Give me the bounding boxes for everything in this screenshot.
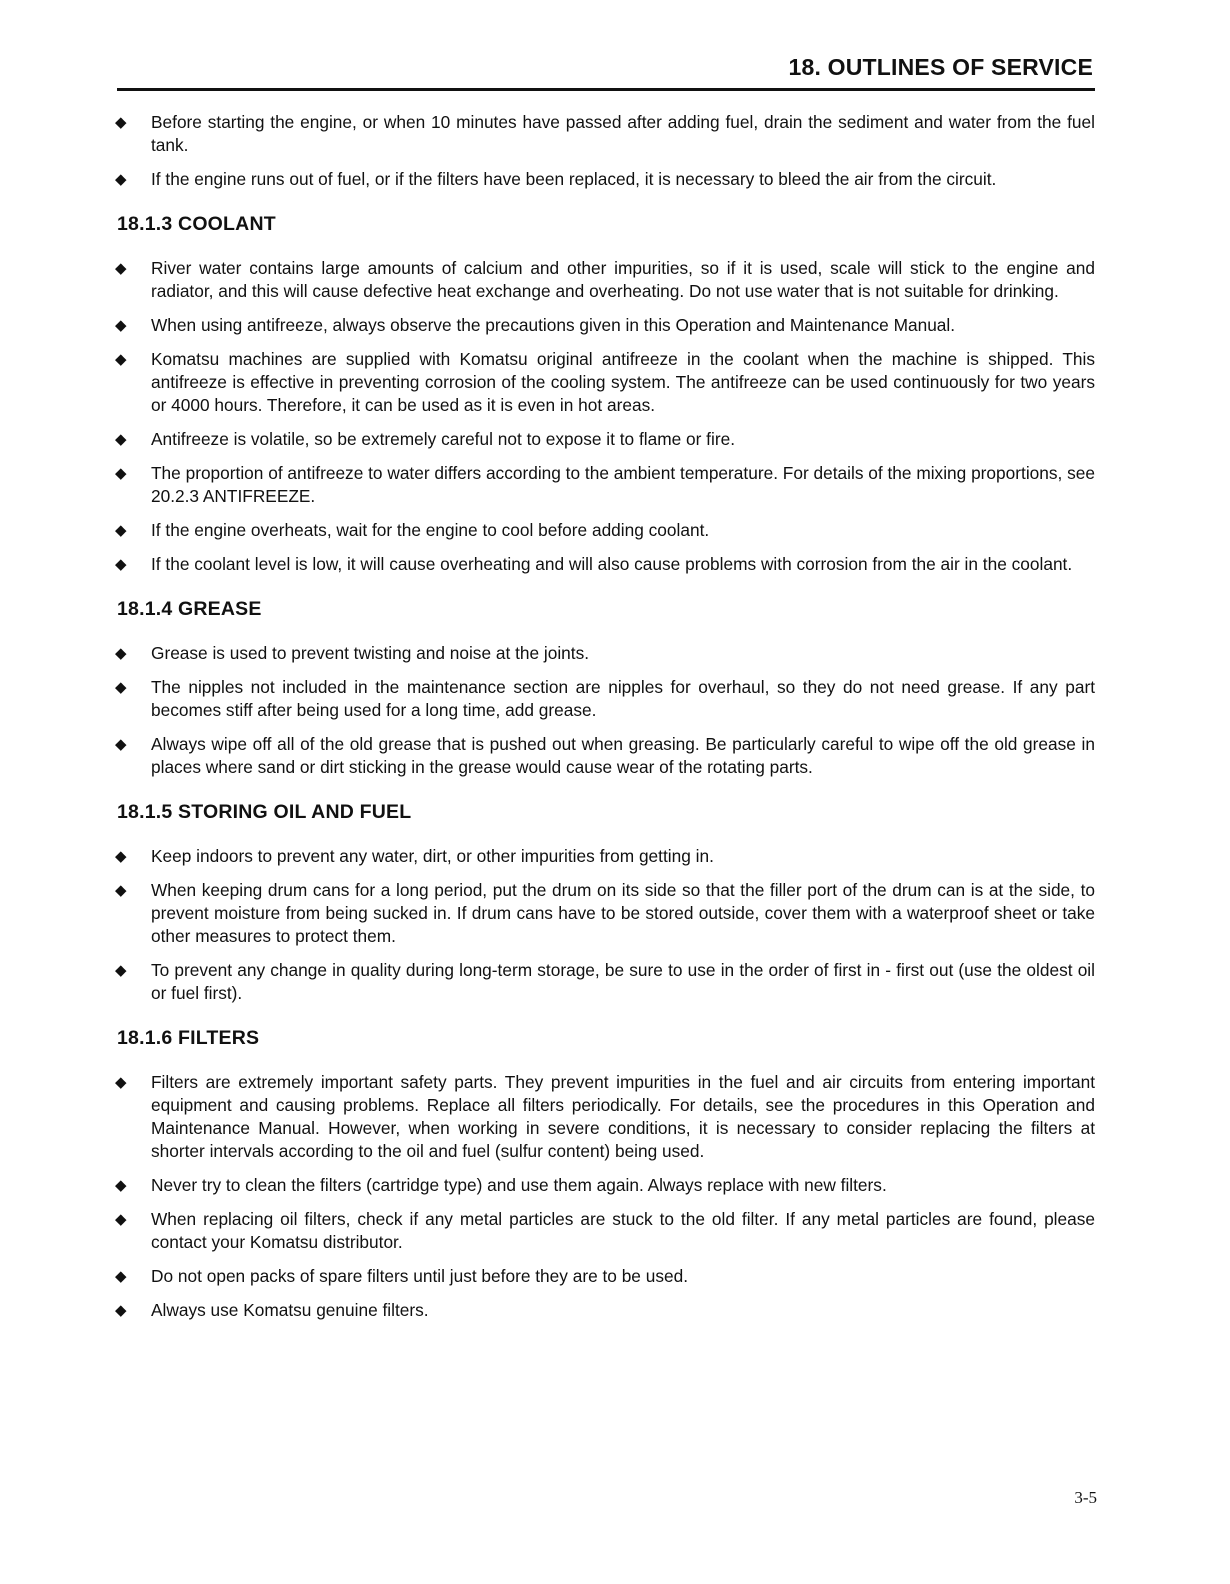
bullet-text: Keep indoors to prevent any water, dirt, or other impurities from getting in. [151,846,714,866]
section-heading: 18.1.4 GREASE [117,598,262,620]
page-number: 3-5 [1074,1488,1097,1507]
section-heading: 18.1.3 COOLANT [117,213,276,235]
section [117,1027,1095,1322]
diamond-bullet-icon: ◆ [115,962,127,979]
diamond-bullet-icon: ◆ [115,679,127,696]
diamond-bullet-icon: ◆ [115,522,127,539]
diamond-bullet-icon: ◆ [115,465,127,482]
diamond-bullet-icon: ◆ [115,351,127,368]
diamond-bullet-icon: ◆ [115,114,127,131]
bullet-item [117,257,1095,303]
bullet-item [117,642,1095,665]
section [117,801,1095,1005]
diamond-bullet-icon: ◆ [115,1268,127,1285]
bullet-text: Always wipe off all of the old grease that is pushed out when greasing. Be particularly careful to wipe off the old grease in places where sand or dirt sticking in the grease would cause wear of the rotating parts. [151,734,1095,777]
diamond-bullet-icon: ◆ [115,431,127,448]
section [117,213,1095,576]
bullet-item [117,348,1095,417]
bullet-text: When replacing oil filters, check if any metal particles are stuck to the old filter. If any metal particles are found, please contact your Komatsu distributor. [151,1209,1095,1252]
section-heading: 18.1.5 STORING OIL AND FUEL [117,801,412,823]
bullet-item [117,733,1095,779]
bullet-text: The proportion of antifreeze to water differs according to the ambient temperature. For details of the mixing proportions, see 20.2.3 ANTIFREEZE. [151,463,1095,506]
bullet-text: Never try to clean the filters (cartridge type) and use them again. Always replace with new filters. [151,1175,887,1195]
diamond-bullet-icon: ◆ [115,1177,127,1194]
diamond-bullet-icon: ◆ [115,1074,127,1091]
bullet-text: Antifreeze is volatile, so be extremely careful not to expose it to flame or fire. [151,429,735,449]
bullet-item [117,111,1095,157]
bullet-text: Grease is used to prevent twisting and noise at the joints. [151,643,590,663]
bullet-text: If the coolant level is low, it will cause overheating and will also cause problems with corrosion from the air in the coolant. [151,554,1073,574]
bullet-text: To prevent any change in quality during long-term storage, be sure to use in the order of first in - first out (use the oldest oil or fuel first). [151,960,1095,1003]
bullet-item [117,879,1095,948]
bullet-text: If the engine overheats, wait for the engine to cool before adding coolant. [151,520,710,540]
bullet-text: Do not open packs of spare filters until just before they are to be used. [151,1266,688,1286]
bullet-text: If the engine runs out of fuel, or if the filters have been replaced, it is necessary to bleed the air from the circuit. [151,169,997,189]
diamond-bullet-icon: ◆ [115,317,127,334]
bullet-item [117,519,1095,542]
bullet-item [117,959,1095,1005]
diamond-bullet-icon: ◆ [115,848,127,865]
bullet-item [117,1208,1095,1254]
bullet-text: Filters are extremely important safety parts. They prevent impurities in the fuel and air circuits from entering important equipment and causing problems. Replace all filters periodically. For details, see the procedures in this Operation and Maintenance Manual. However, when working in severe conditions, it is necessary to consider replacing the filters at shorter intervals according to the oil and fuel (sulfur content) being used. [151,1072,1095,1161]
diamond-bullet-icon: ◆ [115,260,127,277]
section-heading: 18.1.6 FILTERS [117,1027,260,1049]
bullet-text: Komatsu machines are supplied with Komatsu original antifreeze in the coolant when the machine is shipped. This antifreeze is effective in preventing corrosion of the cooling system. The antifreeze can be used continuously for two years or 4000 hours. Therefore, it can be used as it is even in hot areas. [151,349,1095,415]
bullet-item [117,553,1095,576]
bullet-item [117,845,1095,868]
diamond-bullet-icon: ◆ [115,645,127,662]
bullet-item [117,168,1095,191]
bullet-text: Always use Komatsu genuine filters. [151,1300,429,1320]
bullet-item [117,314,1095,337]
page-content [117,111,1095,1333]
bullet-text: Before starting the engine, or when 10 minutes have passed after adding fuel, drain the sediment and water from the fuel tank. [151,112,1095,155]
page-header [117,54,1095,91]
bullet-text: The nipples not included in the maintenance section are nipples for overhaul, so they do not need grease. If any part becomes stiff after being used for a long time, add grease. [151,677,1095,720]
bullet-text: When using antifreeze, always observe the precautions given in this Operation and Maintenance Manual. [151,315,956,335]
diamond-bullet-icon: ◆ [115,1211,127,1228]
diamond-bullet-icon: ◆ [115,882,127,899]
bullet-item [117,1174,1095,1197]
bullet-item [117,428,1095,451]
section [117,111,1095,191]
diamond-bullet-icon: ◆ [115,736,127,753]
bullet-text: When keeping drum cans for a long period, put the drum on its side so that the filler port of the drum can is at the side, to prevent moisture from being sucked in. If drum cans have to be stored outside, cover them with a waterproof sheet or take other measures to protect them. [151,880,1095,946]
diamond-bullet-icon: ◆ [115,171,127,188]
bullet-text: River water contains large amounts of calcium and other impurities, so if it is used, scale will stick to the engine and radiator, and this will cause defective heat exchange and overheating. Do not use water that is not suitable for drinking. [151,258,1095,301]
bullet-item [117,1265,1095,1288]
diamond-bullet-icon: ◆ [115,556,127,573]
bullet-item [117,1299,1095,1322]
diamond-bullet-icon: ◆ [115,1302,127,1319]
bullet-item [117,676,1095,722]
bullet-item [117,462,1095,508]
bullet-item [117,1071,1095,1163]
section [117,598,1095,779]
chapter-title: 18. OUTLINES OF SERVICE [788,54,1093,80]
